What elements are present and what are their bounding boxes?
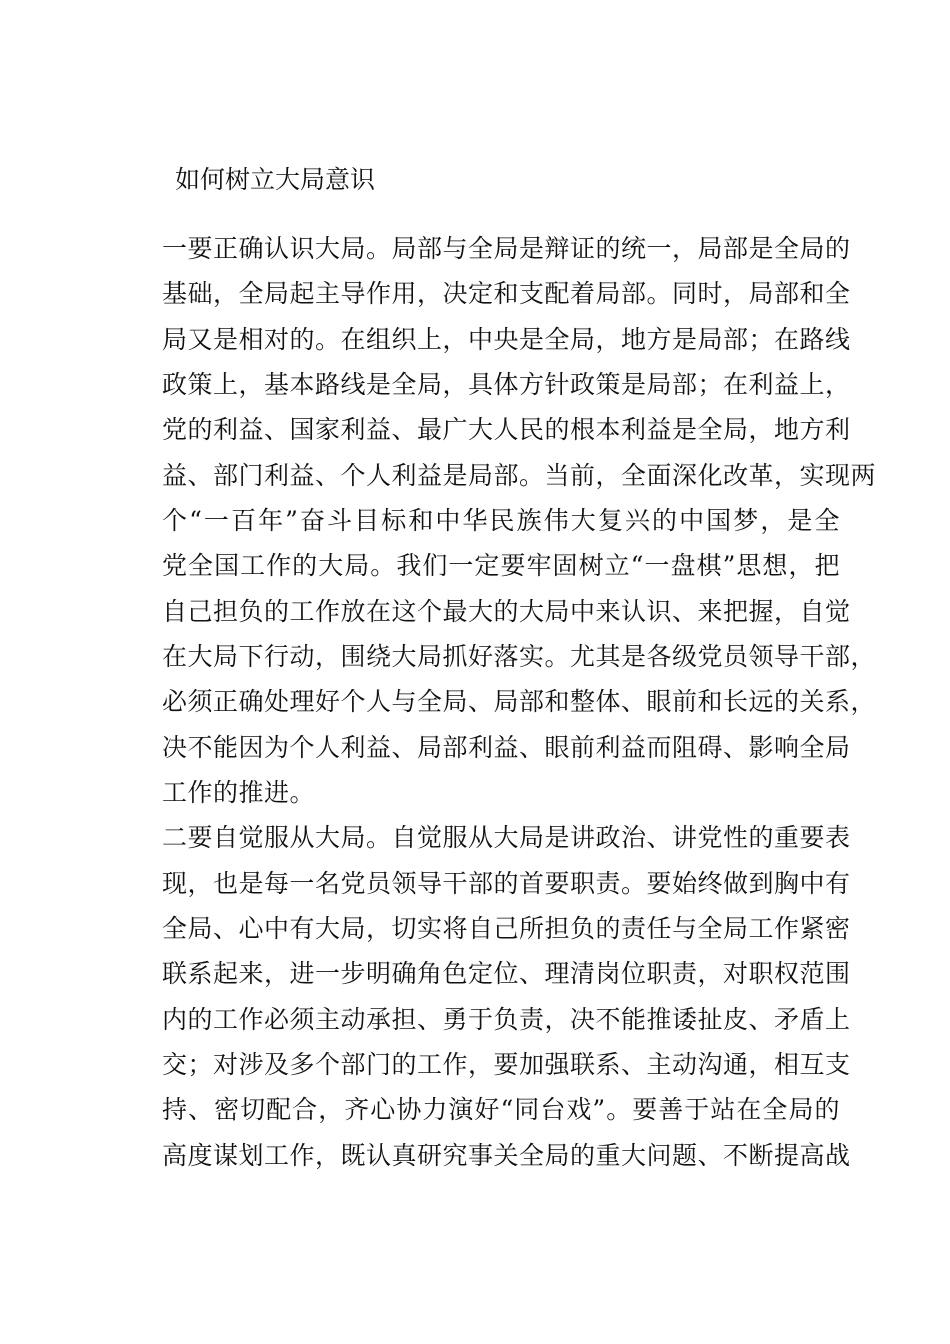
body-line: 工作的推进。 — [162, 778, 316, 807]
body-line: 自己担负的工作放在这个最大的大局中来认识、来把握，自觉 — [162, 597, 851, 626]
body-line: 联系起来，进一步明确角色定位、理清岗位职责，对职权范围 — [162, 959, 851, 988]
body-line: 益、部门利益、个人利益是局部。当前，全面深化改革，实现两 — [162, 461, 877, 490]
document-title: 如何树立大局意识 — [175, 165, 376, 194]
body-line: 持、密切配合，齐心协力演好“同台戏”。要善于站在全局的 — [162, 1095, 840, 1124]
body-line: 基础，全局起主导作用，决定和支配着局部。同时，局部和全 — [162, 279, 851, 308]
body-line: 党的利益、国家利益、最广大人民的根本利益是全局，地方利 — [162, 415, 851, 444]
body-line: 党全国工作的大局。我们一定要牢固树立“一盘棋”思想，把 — [162, 551, 840, 580]
body-line: 政策上，基本路线是全局，具体方针政策是局部；在利益上， — [162, 370, 851, 399]
body-line: 局又是相对的。在组织上，中央是全局，地方是局部；在路线 — [162, 325, 851, 354]
body-line: 在大局下行动，围绕大局抓好落实。尤其是各级党员领导干部， — [162, 642, 877, 671]
body-line: 现，也是每一名党员领导干部的首要职责。要始终做到胸中有 — [162, 869, 851, 898]
body-line: 一要正确认识大局。局部与全局是辩证的统一，局部是全局的 — [162, 234, 851, 263]
body-line: 二要自觉服从大局。自觉服从大局是讲政治、讲党性的重要表 — [162, 823, 851, 852]
body-line: 内的工作必须主动承担、勇于负责，决不能推诿扯皮、矛盾上 — [162, 1005, 851, 1034]
body-line: 全局、心中有大局，切实将自己所担负的责任与全局工作紧密 — [162, 914, 851, 943]
body-line: 交；对涉及多个部门的工作，要加强联系、主动沟通，相互支 — [162, 1050, 851, 1079]
body-line: 决不能因为个人利益、局部利益、眼前利益而阻碍、影响全局 — [162, 733, 851, 762]
body-line: 高度谋划工作，既认真研究事关全局的重大问题、不断提高战 — [162, 1141, 851, 1170]
body-line: 个“一百年”奋斗目标和中华民族伟大复兴的中国梦，是全 — [162, 506, 840, 535]
body-line: 必须正确处理好个人与全局、局部和整体、眼前和长远的关系， — [162, 687, 877, 716]
